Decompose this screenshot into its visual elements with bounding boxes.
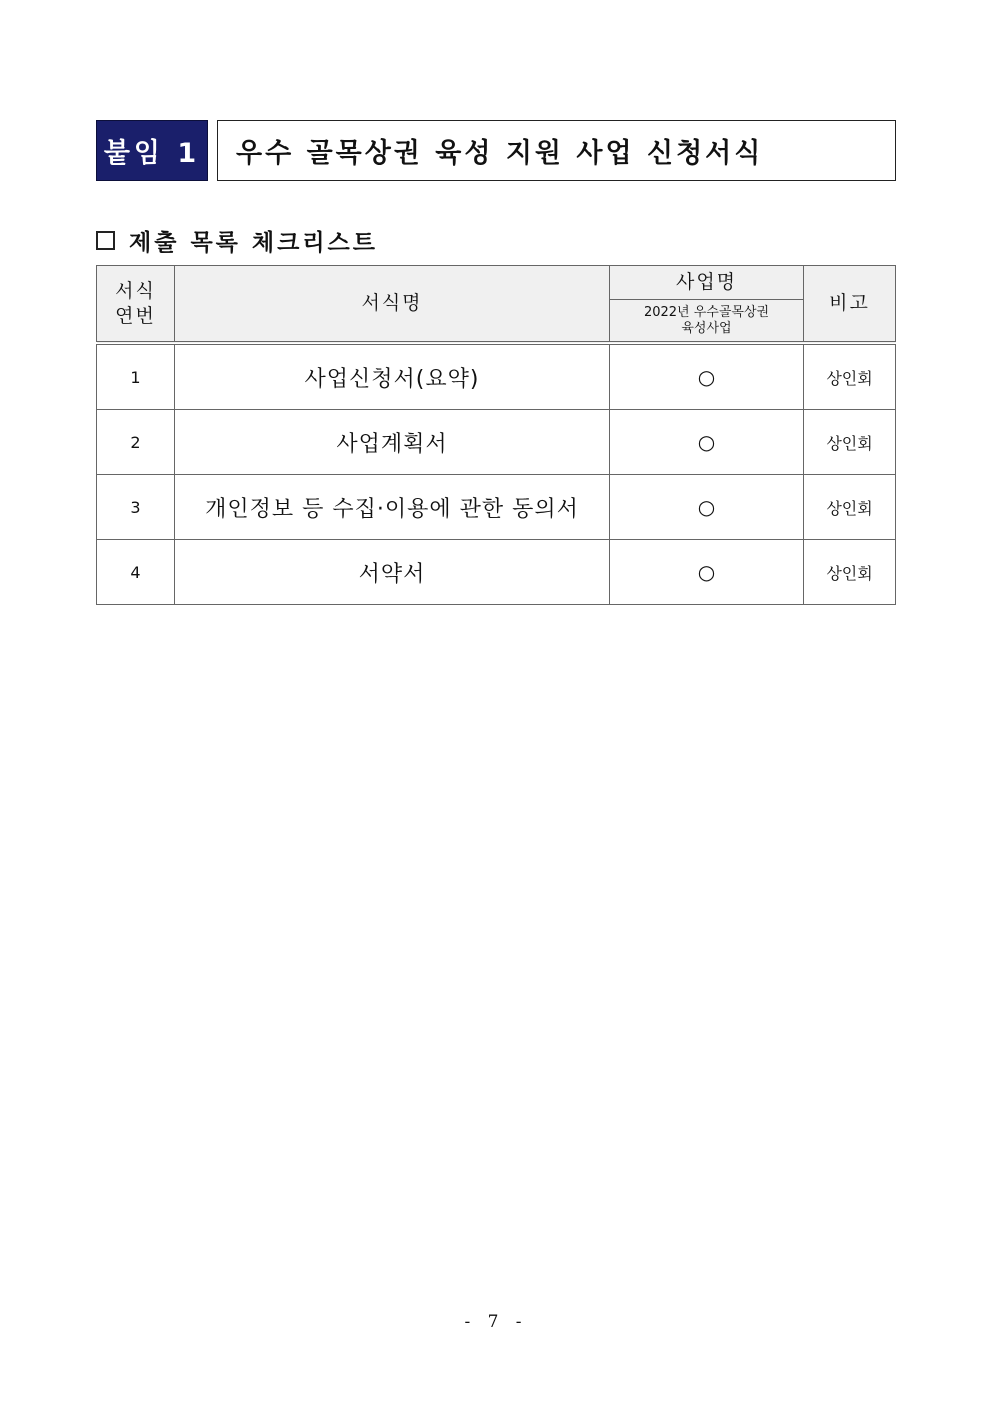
table-row <box>97 410 896 475</box>
header-remarks: 비고 <box>804 266 896 344</box>
row-check-mark: ○ <box>610 540 804 605</box>
row-form-name: 사업계획서 <box>175 410 610 475</box>
table-row <box>97 540 896 605</box>
row-number: 4 <box>97 540 175 605</box>
header-form-number-line1: 서식 <box>115 279 156 302</box>
table-row <box>97 475 896 540</box>
attachment-badge: 붙임 1 <box>96 120 208 181</box>
row-remarks: 상인회 <box>804 475 896 540</box>
row-check-mark: ○ <box>610 410 804 475</box>
document-title: 우수 골목상권 육성 지원 사업 신청서식 <box>217 120 896 181</box>
header-form-name: 서식명 <box>175 266 610 344</box>
header-project-subtitle-line1: 2022년 우수골목상권 <box>643 304 770 320</box>
section-heading <box>96 224 378 256</box>
row-check-mark: ○ <box>610 475 804 540</box>
header-project-subtitle <box>610 300 804 344</box>
header-form-number-line2: 연번 <box>115 304 156 327</box>
row-remarks: 상인회 <box>804 343 896 410</box>
header-project-name: 사업명 <box>610 266 804 300</box>
row-number: 1 <box>97 343 175 410</box>
checklist-table <box>96 265 896 605</box>
row-remarks: 상인회 <box>804 410 896 475</box>
row-remarks: 상인회 <box>804 540 896 605</box>
row-check-mark: ○ <box>610 343 804 410</box>
header-form-number <box>97 266 175 344</box>
row-form-name: 사업신청서(요약) <box>175 343 610 410</box>
row-number: 3 <box>97 475 175 540</box>
header-project-subtitle-line2: 육성사업 <box>681 320 732 336</box>
row-number: 2 <box>97 410 175 475</box>
row-form-name: 서약서 <box>175 540 610 605</box>
document-title-row <box>96 120 896 181</box>
table-row <box>97 343 896 410</box>
page-number: - 7 - <box>464 1312 528 1332</box>
square-bullet-icon <box>96 231 115 250</box>
row-form-name: 개인정보 등 수집·이용에 관한 동의서 <box>175 475 610 540</box>
section-heading-text: 제출 목록 체크리스트 <box>129 228 378 256</box>
